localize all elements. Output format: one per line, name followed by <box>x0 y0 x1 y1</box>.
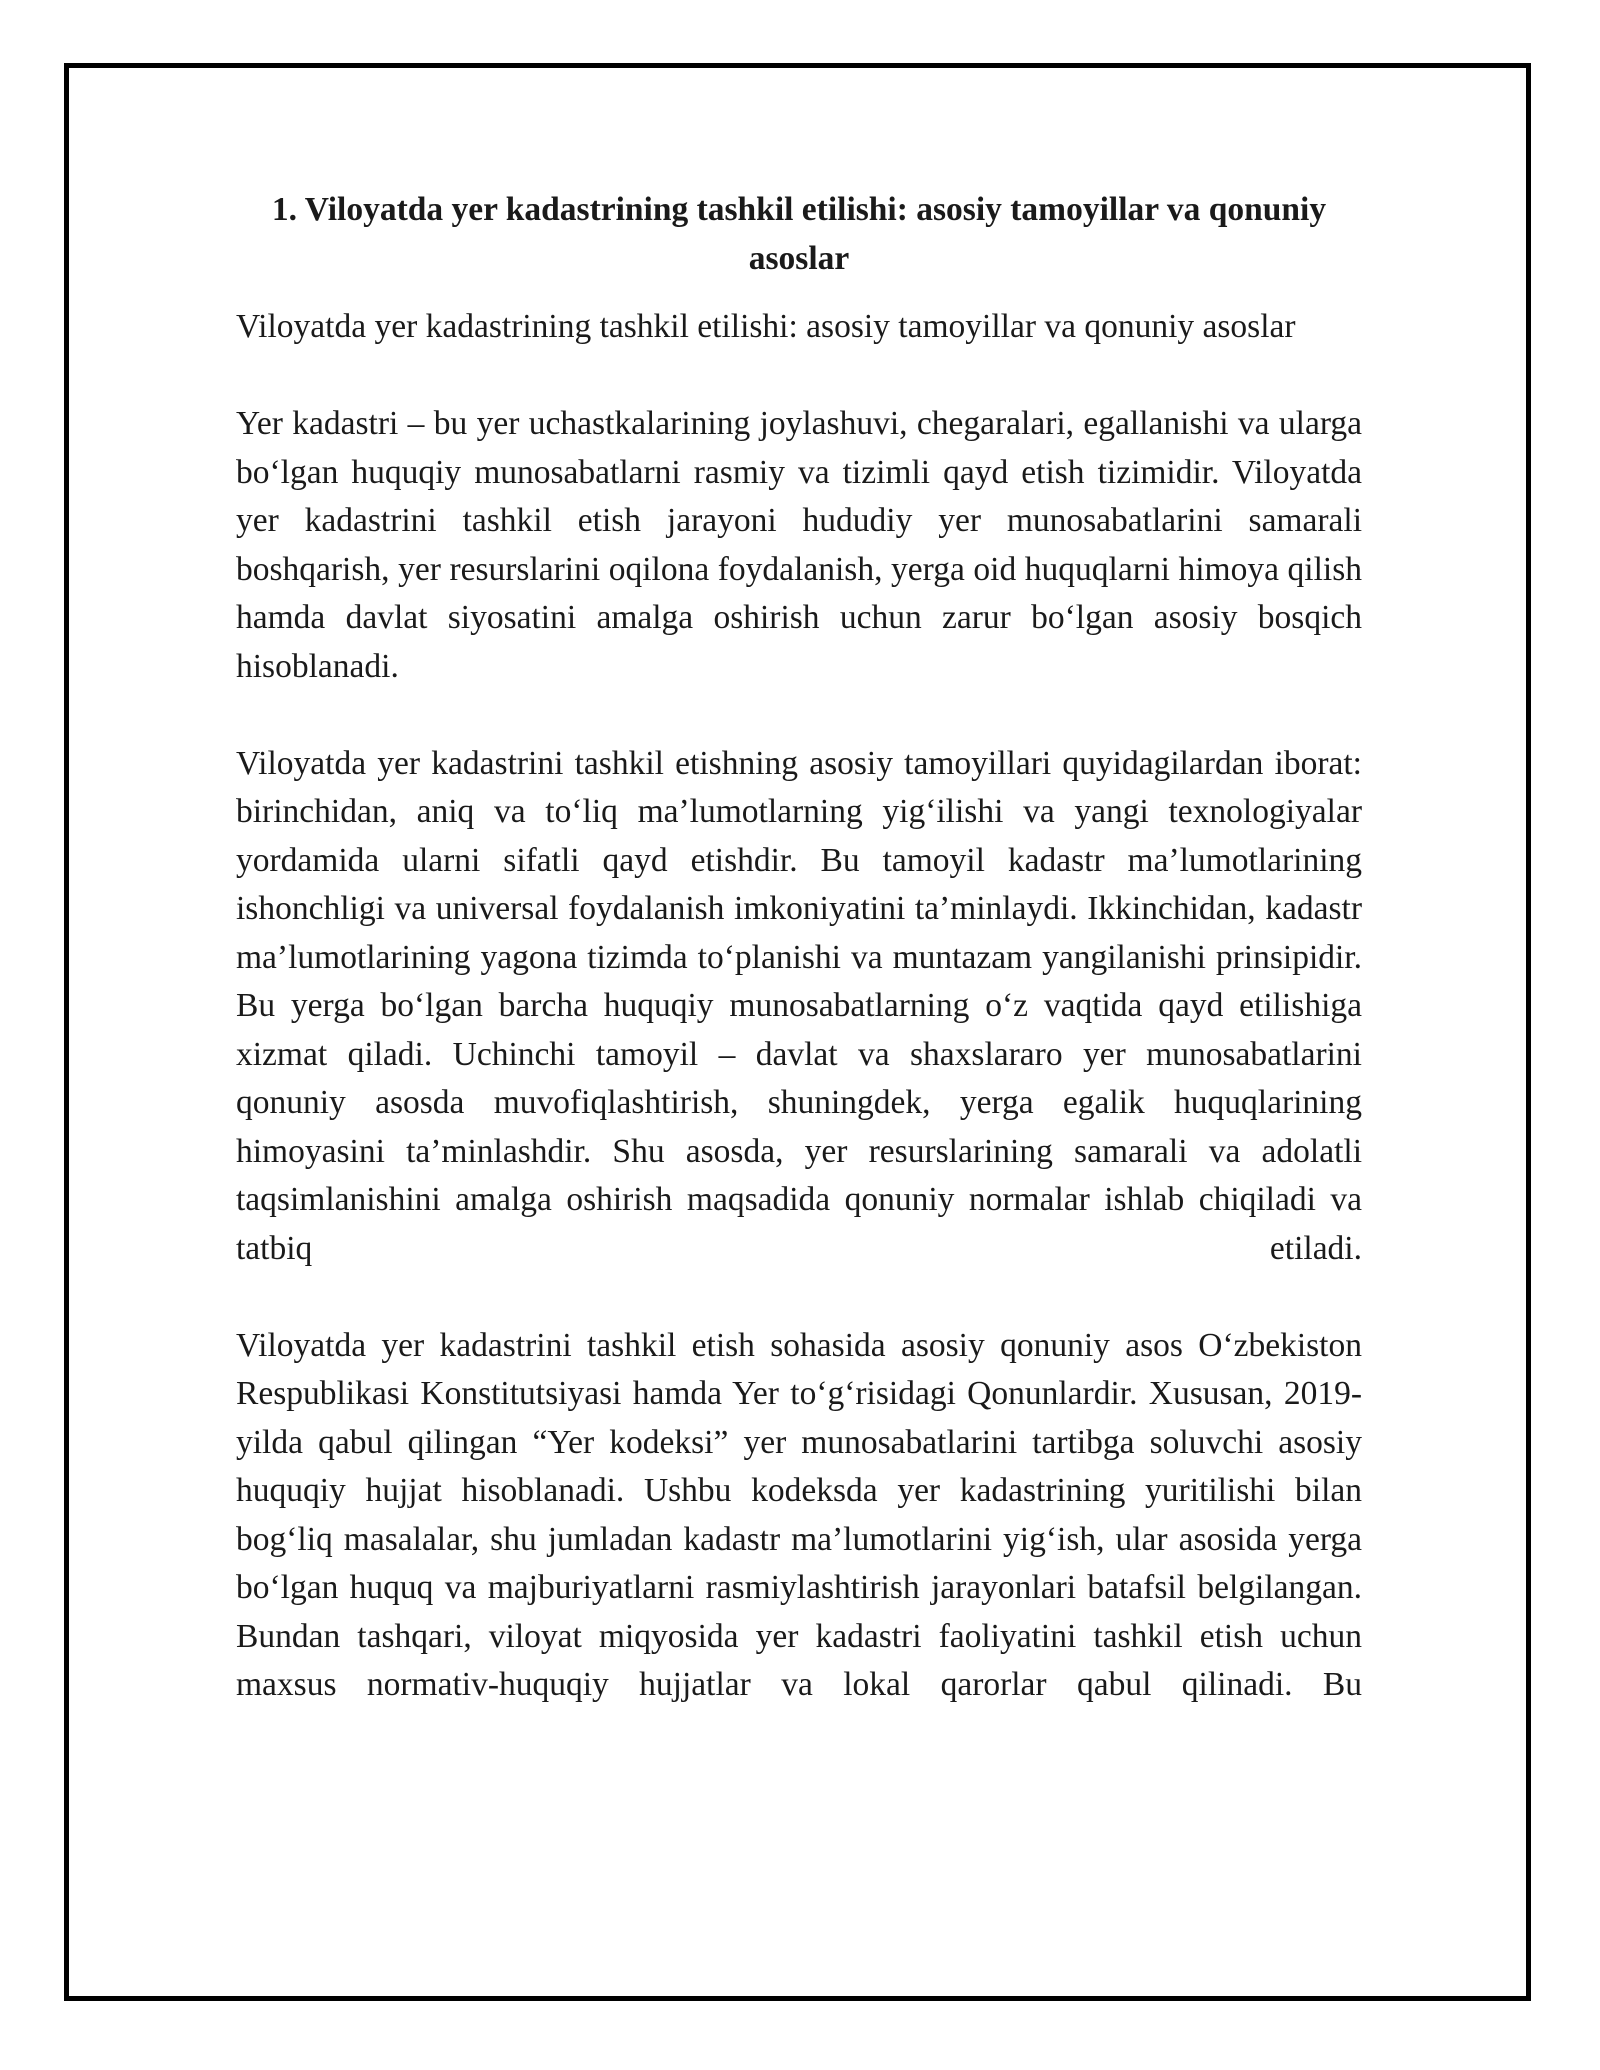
paragraph-principles: Viloyatda yer kadastrini tashkil etishning asosiy tamoyillari quyidagilardan iborat: birinchidan, aniq va to‘liq ma’lumotlarning yig‘ilishi va yangi texnologiyalar yordamida ularni sifatli qayd etishdir. Bu tamoyil kadastr ma’lumotlarining ishonchligi va universal foydalanish imkoniyatini ta’minlaydi. Ikkinchidan, kadastr ma’lumotlarining yagona tizimda to‘planishi va muntazam yangilanishi prinsipidir. Bu yerga bo‘lgan barcha huquqiy munosabatlarning o‘z vaqtida qayd etilishiga xizmat qiladi. Uchinchi tamoyil – davlat va shaxslararo yer munosabatlarini qonuniy asosda muvofiqlashtirish, shuningdek, yerga egalik huquqlarining himoyasini ta’minlashdir. Shu asosda, yer resurslarining samarali va adolatli taqsimlanishini amalga oshirish maqsadida qonuniy normalar ishlab chiqiladi va tatbiq etiladi. <box>236 744 1362 1267</box>
document-body <box>236 186 1362 1758</box>
paragraph-definition: Yer kadastri – bu yer uchastkalarining joylashuvi, chegaralari, egallanishi va ularga bo‘lgan huquqiy munosabatlarni rasmiy va tizimli qayd etish tizimidir. Viloyatda yer kadastrini tashkil etish jarayoni hududiy yer munosabatlarini samarali boshqarish, yer resurslarini oqilona foydalanish, yerga oid huquqlarni himoya qilish hamda davlat siyosatini amalga oshirish uchun zarur bo‘lgan asosiy bosqich hisoblanadi. <box>236 405 1362 685</box>
paragraph-subtitle: Viloyatda yer kadastrining tashkil etilishi: asosiy tamoyillar va qonuniy asoslar <box>236 308 1296 345</box>
paragraph-legal-basis: Viloyatda yer kadastrini tashkil etish sohasida asosiy qonuniy asos O‘zbekiston Respublikasi Konstitutsiyasi hamda Yer to‘g‘risidagi Qonunlardir. Xususan, 2019-yilda qabul qilingan “Yer kodeksi” yer munosabatlarini tartibga soluvchi asosiy huquqiy hujjat hisoblanadi. Ushbu kodeksda yer kadastrining yuritilishi bilan bog‘liq masalalar, shu jumladan kadastr ma’lumotlarini yig‘ish, ular asosida yerga bo‘lgan huquq va majburiyatlarni rasmiylashtirish jarayonlari batafsil belgilangan. Bundan tashqari, viloyat miqyosida yer kadastri faoliyatini tashkil etish uchun maxsus normativ-huquqiy hujjatlar va lokal qarorlar qabul qilinadi. Bu <box>236 1326 1362 1703</box>
document-title: 1. Viloyatda yer kadastrining tashkil etilishi: asosiy tamoyillar va qonuniy asoslar <box>271 191 1327 277</box>
